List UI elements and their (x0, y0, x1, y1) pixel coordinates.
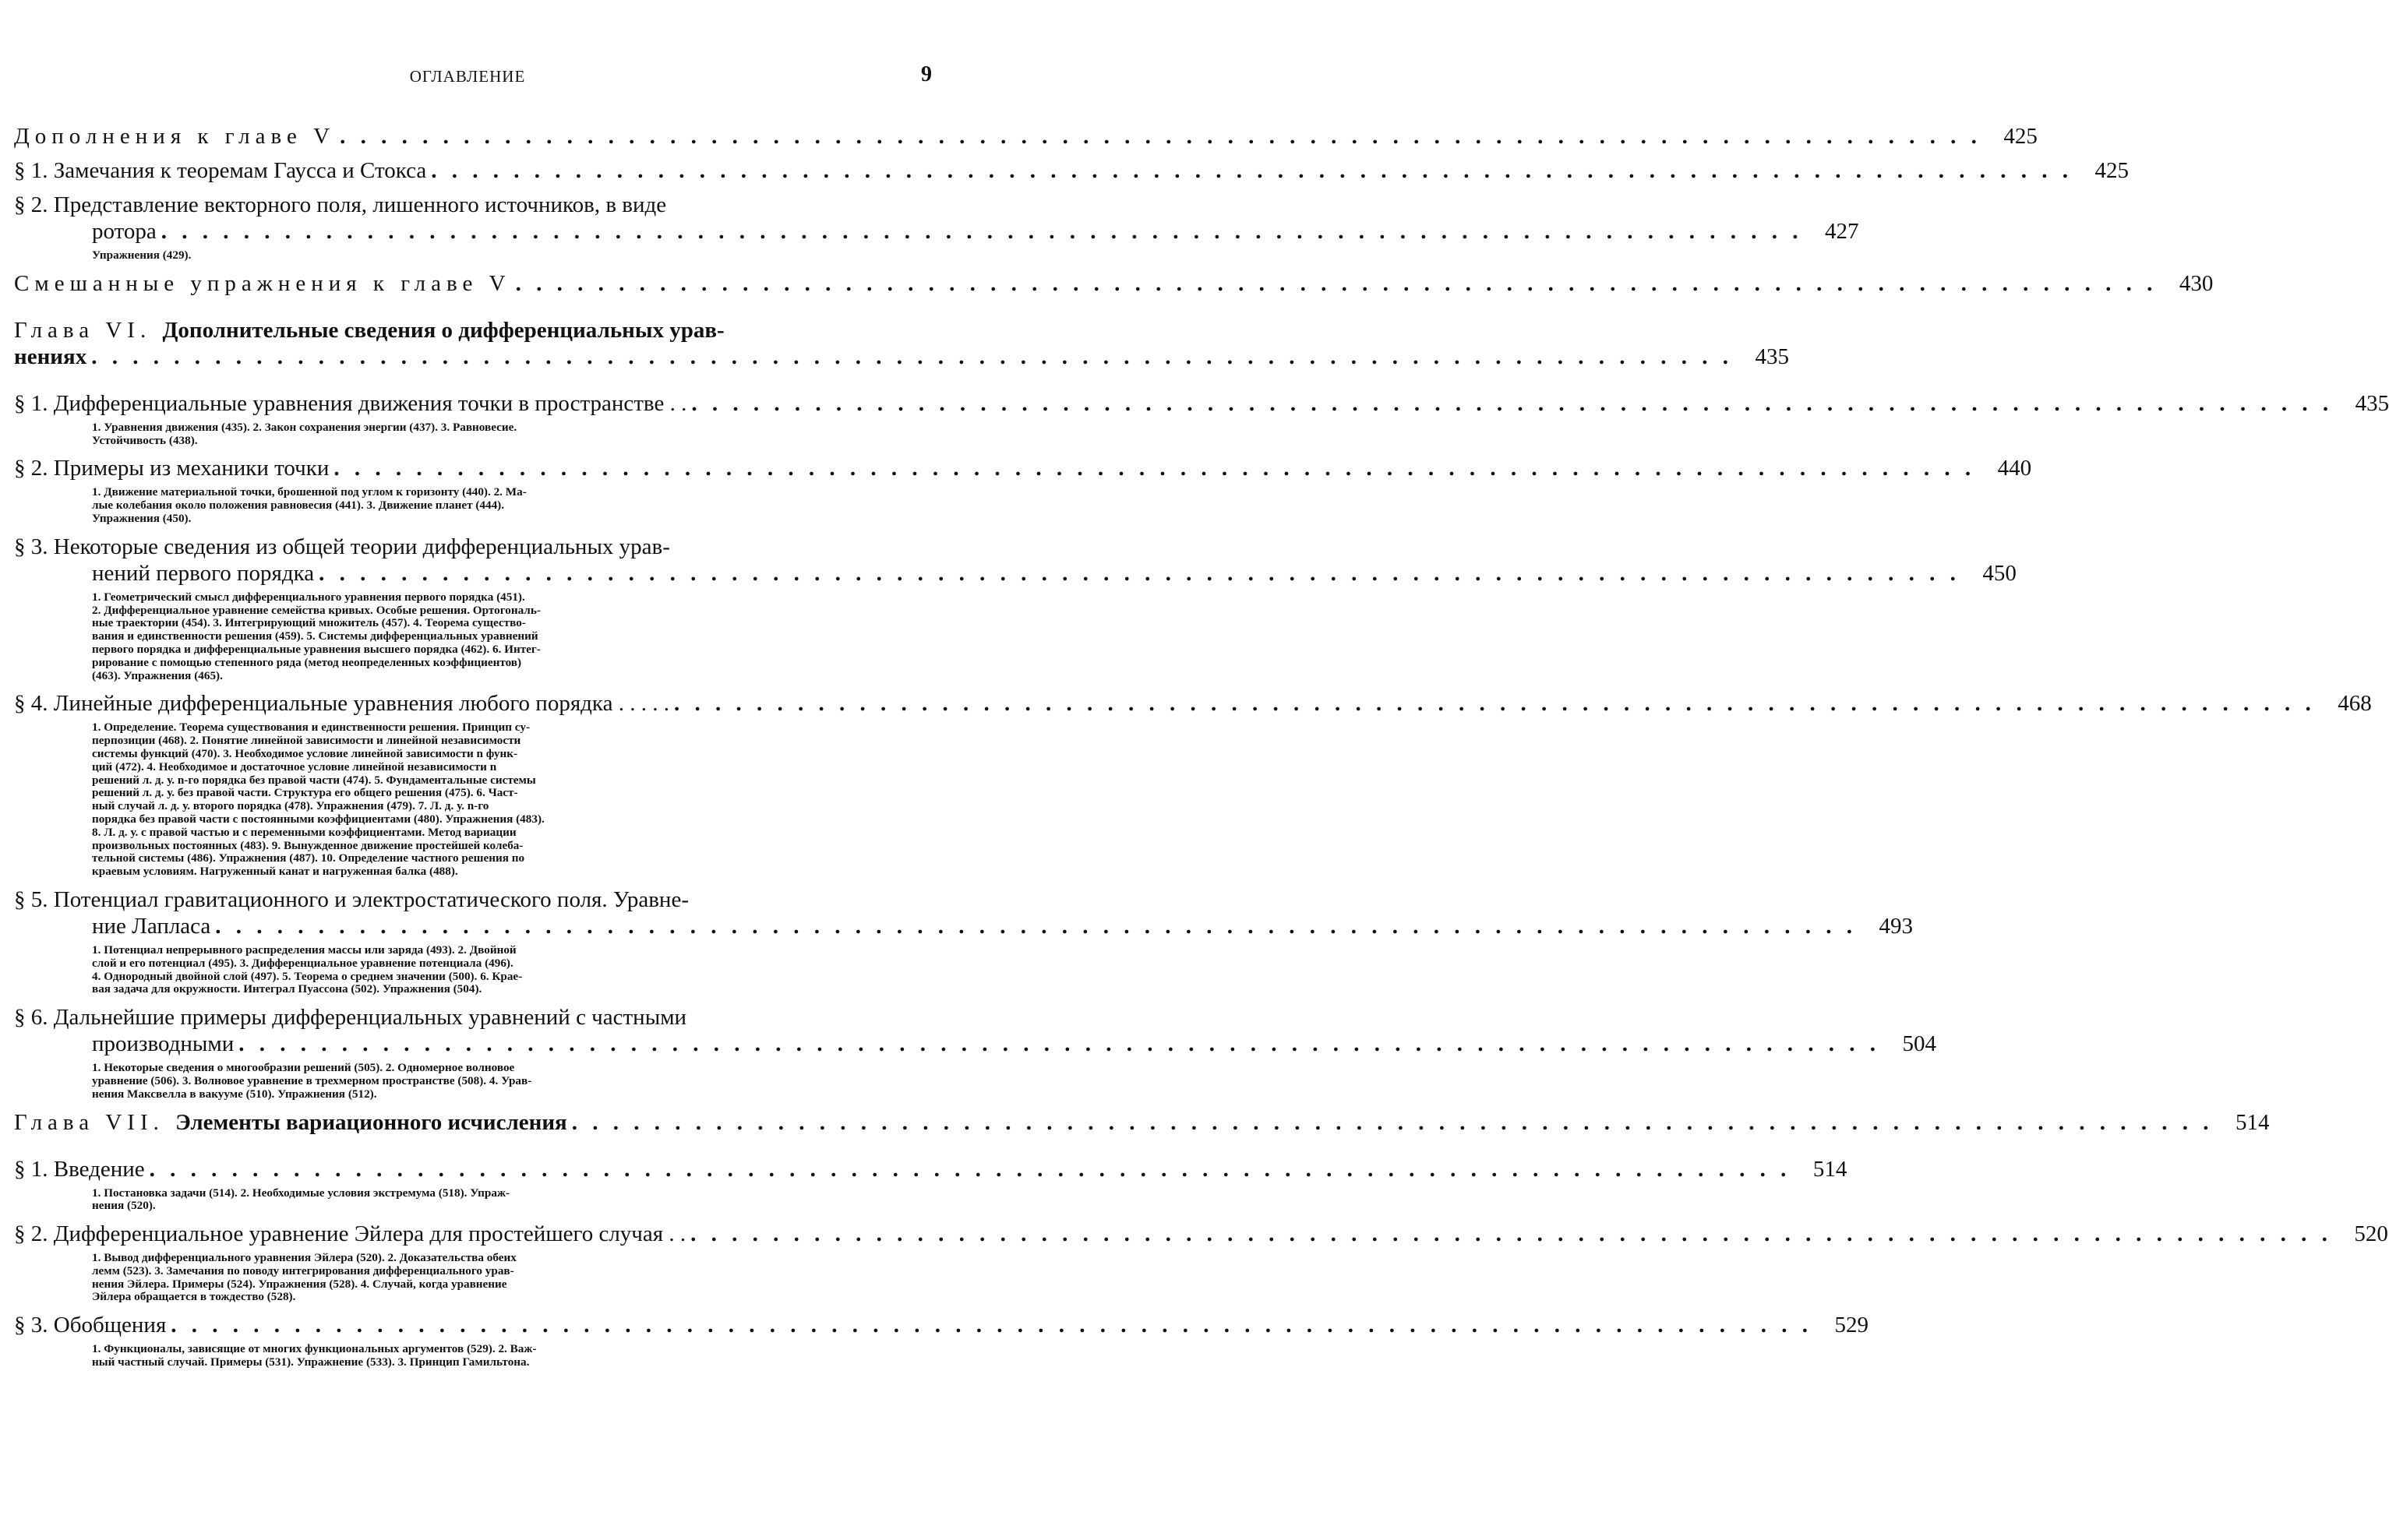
spacer (14, 447, 930, 455)
spacer (14, 184, 930, 192)
spacer (14, 1101, 930, 1109)
toc-summary-line: 1. Определение. Теорема существования и единственности решения. Принцип су- (92, 721, 530, 735)
table-of-contents (14, 123, 2389, 1369)
toc-summary-line: произвольных постоянных (483). 9. Вынужденное движение простейшей колеба- (92, 838, 524, 852)
toc-entry[interactable] (14, 270, 2214, 297)
toc-summary-line: ный случай л. д. у. второго порядка (478). Упражнения (479). 7. Л. д. у. n-го (92, 799, 489, 813)
toc-leader-dots: . . . . . . . . . . . . . . . . . . . . . . . . . . . . . . . . . . . . . . . . . . . . . . . . . . . . . . . . . . . . . . . . . . . . . . . . . . . . . . . . (91, 344, 1733, 369)
toc-subsection-summary (14, 486, 930, 525)
toc-page-number: 425 (2094, 158, 2130, 183)
toc-entry-title: нений первого порядка (92, 560, 315, 586)
toc-subsection-summary (14, 1062, 930, 1101)
toc-entry-line (14, 344, 1789, 370)
toc-summary-line: нения Эйлера. Примеры (524). Упражнения (528). 4. Случай, когда уравнение (92, 1277, 507, 1291)
toc-page-number: 435 (1755, 344, 1789, 369)
toc-leader-dots: . . . . . . . . . . . . . . . . . . . . . . . . . . . . . . . . . . . . . . . . . . . . . . . . . . . . . . . . . . . . . . . . . . . . . . . . . . . . . . . . (340, 124, 1981, 149)
toc-entry[interactable] (14, 1156, 1847, 1214)
toc-entry-line (14, 1031, 1937, 1057)
toc-leader-dots: . . . . . . . . . . . . . . . . . . . . . . . . . . . . . . . . . . . . . . . . . . . . . . . . . . . . . . . . . . . . . . . . . . . . . . . . . . . . . . . . (515, 270, 2158, 296)
toc-entry[interactable] (14, 690, 2372, 879)
toc-page-number: 468 (2338, 691, 2372, 717)
toc-entry-title: § 4. Линейные дифференциальные уравнения любого порядка . . . . . (14, 691, 669, 717)
running-header-page-number: 9 (921, 62, 932, 86)
toc-entry[interactable] (14, 317, 1789, 370)
toc-page-number: 430 (2179, 270, 2214, 296)
toc-entry-line (14, 455, 2032, 481)
spacer (14, 263, 930, 270)
toc-subsection-summary (14, 249, 930, 263)
toc-subsection-summary (14, 421, 930, 448)
spacer (14, 297, 930, 317)
toc-summary-line: решений л. д. у. n-го порядка без правой части (474). 5. Фундаментальные системы (92, 773, 536, 787)
toc-entry-line (14, 1221, 2388, 1247)
toc-subsection-summary (14, 1252, 930, 1304)
toc-entry-title: § 1. Дифференциальные уравнения движения точки в пространстве . . (14, 390, 687, 416)
toc-leader-dots: . . . . . . . . . . . . . . . . . . . . . . . . . . . . . . . . . . . . . . . . . . . . . . . . . . . . . . . . . . . . . . . . . . . . . . . . . . . . . . . . (149, 1156, 1791, 1182)
toc-entry-text: Дополнительные сведения о дифференциальных урав- (162, 317, 725, 343)
toc-entry-title: § 2. Примеры из механики точки (14, 456, 330, 481)
spacer (14, 526, 930, 534)
toc-entry-line (14, 123, 2038, 150)
toc-summary-line: ные траектории (454). 3. Интегрирующий множитель (457). 4. Теорема существо- (92, 616, 526, 630)
toc-summary-line: решений л. д. у. без правой части. Структура его общего решения (475). 6. Част- (92, 786, 518, 800)
toc-summary-line: слой и его потенциал (495). 3. Дифференциальное уравнение потенциала (496). (92, 956, 513, 970)
spacer (14, 682, 930, 690)
toc-summary-line: 1. Геометрический смысл дифференциального уравнения первого порядка (451). (92, 590, 525, 604)
toc-summary-line: 8. Л. д. у. с правой частью и с переменными коэффициентами. Метод вариации (92, 825, 517, 839)
toc-entry-prefix: Глава VI. (14, 317, 163, 343)
toc-entry-title: Смешанные упражнения к главе V (14, 270, 511, 296)
toc-summary-line: нения (520). (92, 1199, 156, 1213)
toc-summary-line: рирование с помощью степенного ряда (метод неопределенных коэффициентов) (92, 655, 522, 669)
toc-entry-line (14, 560, 2017, 587)
toc-entry-prefix: Глава VII. (14, 1109, 176, 1135)
toc-summary-line: лемм (523). 3. Замечания по поводу интегрирования дифференциального урав- (92, 1263, 514, 1277)
toc-summary-line: лые колебания около положения равновесия (441). 3. Движение планет (444). (92, 499, 505, 513)
toc-summary-line: Эйлера обращается в тождество (528). (92, 1290, 296, 1304)
toc-summary-line: вая задача для окружности. Интеграл Пуассона (502). Упражнения (504). (92, 982, 482, 996)
toc-page-number: 504 (1902, 1031, 1937, 1057)
toc-summary-line: тельной системы (486). Упражнения (487). 10. Определение частного решения по (92, 851, 525, 865)
toc-entry[interactable] (14, 886, 1914, 996)
toc-summary-line: 1. Вывод дифференциального уравнения Эйлера (520). 2. Доказательства обеих (92, 1251, 517, 1265)
toc-entry-title: § 3. Некоторые сведения из общей теории дифференциальных урав- (14, 534, 670, 559)
toc-summary-line: Упражнения (429). (92, 248, 192, 262)
toc-leader-dots: . . . . . . . . . . . . . . . . . . . . . . . . . . . . . . . . . . . . . . . . . . . . . . . . . . . . . . . . . . . . . . . . . . . . . . . . . . . . . . . . (333, 456, 1976, 481)
toc-summary-line: вания и единственности решения (459). 5. Системы дифференциальных уравнений (92, 629, 538, 643)
spacer (14, 996, 930, 1004)
toc-leader-dots: . . . . . . . . . . . . . . . . . . . . . . . . . . . . . . . . . . . . . . . . . . . . . . . . . . . . . . . . . . . . . . . . . . . . . . . . . . . . . . . . (161, 219, 1803, 244)
toc-leader-dots: . . . . . . . . . . . . . . . . . . . . . . . . . . . . . . . . . . . . . . . . . . . . . . . . . . . . . . . . . . . . . . . . . . . . . . . . . . . . . . . . (691, 390, 2334, 416)
toc-entry-line (14, 1004, 930, 1031)
toc-leader-dots: . . . . . . . . . . . . . . . . . . . . . . . . . . . . . . . . . . . . . . . . . . . . . . . . . . . . . . . . . . . . . . . . . . . . . . . . . . . . . . . . (431, 158, 2073, 183)
toc-summary-line: 1. Функционалы, зависящие от многих функциональных аргументов (529). 2. Важ- (92, 1342, 537, 1356)
toc-entry-title: ротора (92, 219, 157, 244)
toc-summary-line: 2. Дифференциальное уравнение семейства кривых. Особые решения. Ортогональ- (92, 603, 541, 617)
toc-subsection-summary (14, 944, 930, 996)
toc-page-number: 514 (2235, 1109, 2270, 1135)
toc-entry-line (14, 157, 2130, 184)
spacer (14, 1213, 930, 1221)
spacer (14, 370, 930, 390)
toc-entry[interactable] (14, 390, 2389, 448)
toc-entry-line (14, 1109, 2270, 1136)
toc-entry-title: производными (92, 1031, 235, 1057)
toc-subsection-summary (14, 721, 930, 879)
spacer (14, 1136, 930, 1156)
toc-entry-line (14, 886, 930, 913)
toc-entry-title: § 5. Потенциал гравитационного и электростатического поля. Уравне- (14, 886, 689, 912)
toc-entry[interactable] (14, 455, 2032, 525)
toc-entry-line (14, 270, 2214, 297)
running-header-title: ОГЛАВЛЕНИЕ (409, 67, 526, 86)
toc-entry[interactable] (14, 1221, 2388, 1304)
toc-entry-line (14, 192, 930, 218)
toc-summary-line: (463). Упражнения (465). (92, 668, 223, 682)
toc-entry-title: § 2. Представление векторного поля, лишенного источников, в виде (14, 192, 667, 217)
toc-entry-title: § 2. Дифференциальное уравнение Эйлера для простейшего случая . . (14, 1221, 686, 1247)
toc-entry[interactable] (14, 157, 2130, 184)
spacer (14, 150, 930, 157)
toc-summary-line: уравнение (506). 3. Волновое уравнение в трехмерном пространстве (508). 4. Урав- (92, 1073, 532, 1087)
toc-entry-line (14, 913, 1914, 939)
toc-entry-line (14, 534, 930, 560)
toc-page-number: 514 (1812, 1156, 1847, 1182)
toc-page-number: 435 (2355, 390, 2389, 416)
toc-entry[interactable] (14, 534, 2017, 683)
toc-page-number: 450 (1982, 560, 2017, 586)
spacer (14, 1304, 930, 1312)
toc-entry[interactable] (14, 1004, 1937, 1101)
toc-entry-line (14, 317, 930, 344)
toc-page-number: 493 (1879, 913, 1914, 939)
toc-entry-title: § 3. Обобщения (14, 1313, 167, 1338)
toc-entry-title: нениях (14, 344, 87, 369)
toc-entry[interactable] (14, 192, 1859, 263)
toc-entry-line (14, 218, 1859, 245)
toc-entry-text: к главе V (197, 124, 336, 149)
toc-summary-line: первого порядка и дифференциальные уравнения высшего порядка (462). 6. Интег- (92, 642, 541, 656)
toc-leader-dots: . . . . . . . . . . . . . . . . . . . . . . . . . . . . . . . . . . . . . . . . . . . . . . . . . . . . . . . . . . . . . . . . . . . . . . . . . . . . . . . . (571, 1109, 2214, 1135)
toc-subsection-summary (14, 591, 930, 683)
toc-entry-title (14, 1109, 567, 1136)
toc-summary-line: 1. Движение материальной точки, брошенной под углом к горизонту (440). 2. Ма- (92, 485, 527, 499)
toc-leader-dots: . . . . . . . . . . . . . . . . . . . . . . . . . . . . . . . . . . . . . . . . . . . . . . . . . . . . . . . . . . . . . . . . . . . . . . . . . . . . . . . . (673, 691, 2316, 717)
toc-summary-line: краевым условиям. Нагруженный канат и нагруженная балка (488). (92, 865, 458, 879)
toc-summary-line: Устойчивость (438). (92, 433, 198, 447)
toc-entry-line (14, 1156, 1847, 1182)
toc-leader-dots: . . . . . . . . . . . . . . . . . . . . . . . . . . . . . . . . . . . . . . . . . . . . . . . . . . . . . . . . . . . . . . . . . . . . . . . . . . . . . . . . (690, 1221, 2332, 1247)
toc-entry[interactable] (14, 1312, 1869, 1369)
toc-summary-line: 1. Некоторые сведения о многообразии решений (505). 2. Одномерное волновое (92, 1061, 515, 1075)
toc-entry-title: § 1. Введение (14, 1156, 145, 1182)
toc-page-number: 520 (2354, 1221, 2388, 1247)
toc-entry-title: ние Лапласа (92, 913, 211, 939)
toc-summary-line: системы функций (470). 3. Необходимое условие линейной зависимости n функ- (92, 746, 518, 760)
toc-subsection-summary (14, 1343, 930, 1369)
toc-summary-line: 1. Уравнения движения (435). 2. Закон сохранения энергии (437). 3. Равновесие. (92, 420, 517, 434)
toc-entry[interactable] (14, 123, 2038, 150)
toc-entry-title (14, 123, 335, 150)
toc-entry-title: § 1. Замечания к теоремам Гаусса и Стокса (14, 158, 427, 183)
toc-summary-line: 1. Постановка задачи (514). 2. Необходимые условия экстремума (518). Упраж- (92, 1186, 510, 1200)
toc-summary-line: 1. Потенциал непрерывного распределения массы или заряда (493). 2. Двойной (92, 943, 517, 957)
toc-leader-dots: . . . . . . . . . . . . . . . . . . . . . . . . . . . . . . . . . . . . . . . . . . . . . . . . . . . . . . . . . . . . . . . . . . . . . . . . . . . . . . . . (238, 1031, 1881, 1057)
toc-entry-line (14, 1312, 1869, 1338)
toc-page-number: 440 (1997, 456, 2032, 481)
toc-entry-line (14, 690, 2372, 717)
toc-leader-dots: . . . . . . . . . . . . . . . . . . . . . . . . . . . . . . . . . . . . . . . . . . . . . . . . . . . . . . . . . . . . . . . . . . . . . . . . . . . . . . . . (319, 560, 1960, 586)
toc-summary-line: Упражнения (450). (92, 511, 192, 525)
toc-entry-title (14, 317, 725, 344)
toc-summary-line: нения Максвелла в вакууме (510). Упражнения (512). (92, 1087, 377, 1101)
toc-entry-prefix: Дополнения (14, 124, 198, 149)
spacer (14, 879, 930, 886)
toc-leader-dots: . . . . . . . . . . . . . . . . . . . . . . . . . . . . . . . . . . . . . . . . . . . . . . . . . . . . . . . . . . . . . . . . . . . . . . . . . . . . . . . . (215, 913, 1858, 939)
toc-entry-title: § 6. Дальнейшие примеры дифференциальных уравнений с частными (14, 1005, 687, 1031)
toc-summary-line: перпозиции (468). 2. Понятие линейной зависимости и линейной независимости (92, 734, 521, 748)
toc-entry-text: Элементы вариационного исчисления (175, 1109, 567, 1135)
toc-summary-line: 4. Однородный двойной слой (497). 5. Теорема о среднем значении (500). 6. Крае- (92, 969, 523, 983)
toc-summary-line: ный частный случай. Примеры (531). Упражнение (533). 3. Принцип Гамильтона. (92, 1355, 530, 1369)
toc-subsection-summary (14, 1187, 930, 1214)
toc-page-number: 425 (2003, 124, 2038, 149)
toc-entry[interactable] (14, 1109, 2270, 1136)
toc-page-number: 529 (1834, 1313, 1869, 1338)
toc-entry-line (14, 390, 2389, 417)
toc-summary-line: порядка без правой части с постоянными коэффициентами (480). Упражнения (483). (92, 812, 545, 826)
toc-summary-line: ций (472). 4. Необходимое и достаточное условие линейной независимости n (92, 759, 497, 774)
toc-page-number: 427 (1825, 219, 1859, 244)
toc-leader-dots: . . . . . . . . . . . . . . . . . . . . . . . . . . . . . . . . . . . . . . . . . . . . . . . . . . . . . . . . . . . . . . . . . . . . . . . . . . . . . . . . (171, 1313, 1813, 1338)
